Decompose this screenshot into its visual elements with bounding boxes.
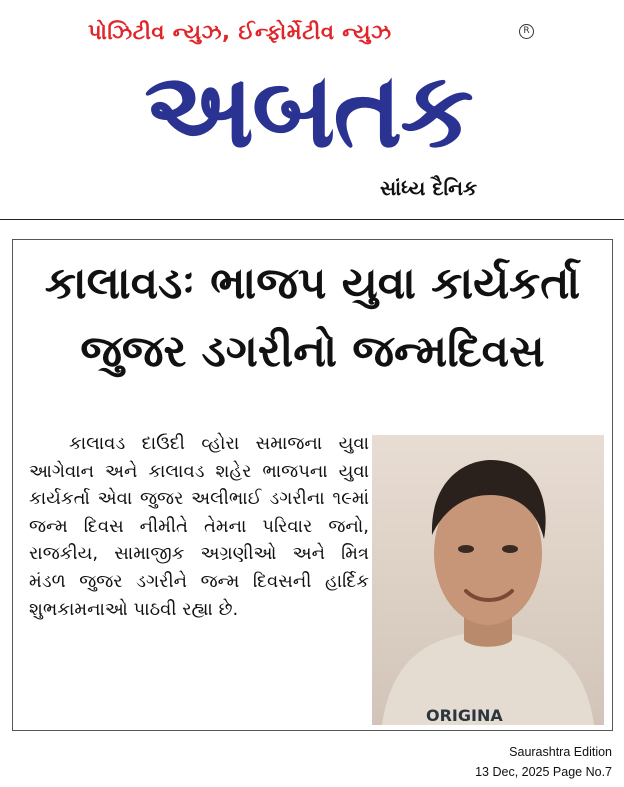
shirt-print: ORIGINA [426,706,503,725]
date-page-label: 13 Dec, 2025 Page No.7 [475,765,612,779]
masthead-divider [0,219,624,220]
edition-type: સાંધ્ય દૈનિક [380,176,478,200]
logo-text: અબતક [144,49,472,171]
portrait-photo [372,435,604,725]
masthead [0,0,624,220]
article-headline: કાલાવડઃ ભાજપ યુવા કાર્યકર્તા જુજર ડગરીનો જન્મદિવસ [44,258,581,377]
masthead-tagline: પોઝિટીવ ન્યુઝ, ઈન્ફોર્મેટીવ ન્યુઝ [88,20,392,44]
portrait-image [372,435,604,725]
page-footer [475,742,612,782]
registered-mark-icon: R [519,24,534,39]
edition-label: Saurashtra Edition [509,745,612,759]
logo-graphic [88,48,528,172]
article-box [12,239,613,731]
newspaper-logo [88,48,528,172]
article-body: કાલાવડ દાઉદી વ્હોરા સમાજના યુવા આગેવાન અને કાલાવડ શહેર ભાજપના યુવા કાર્યકર્તા એવા જુજર અલીભાઈ ડગરીના ૧૯માં જન્મ દિવસ નીમીતે તેમના પરિવાર જનો, રાજકીય, સામાજીક અગ્રણીઓ અને મિત્ર મંડળ જુજર ડગરીને જન્મ દિવસની હાર્દિક શુભકામનાઓ પાઠવી રહ્યા છે. [29,433,369,620]
